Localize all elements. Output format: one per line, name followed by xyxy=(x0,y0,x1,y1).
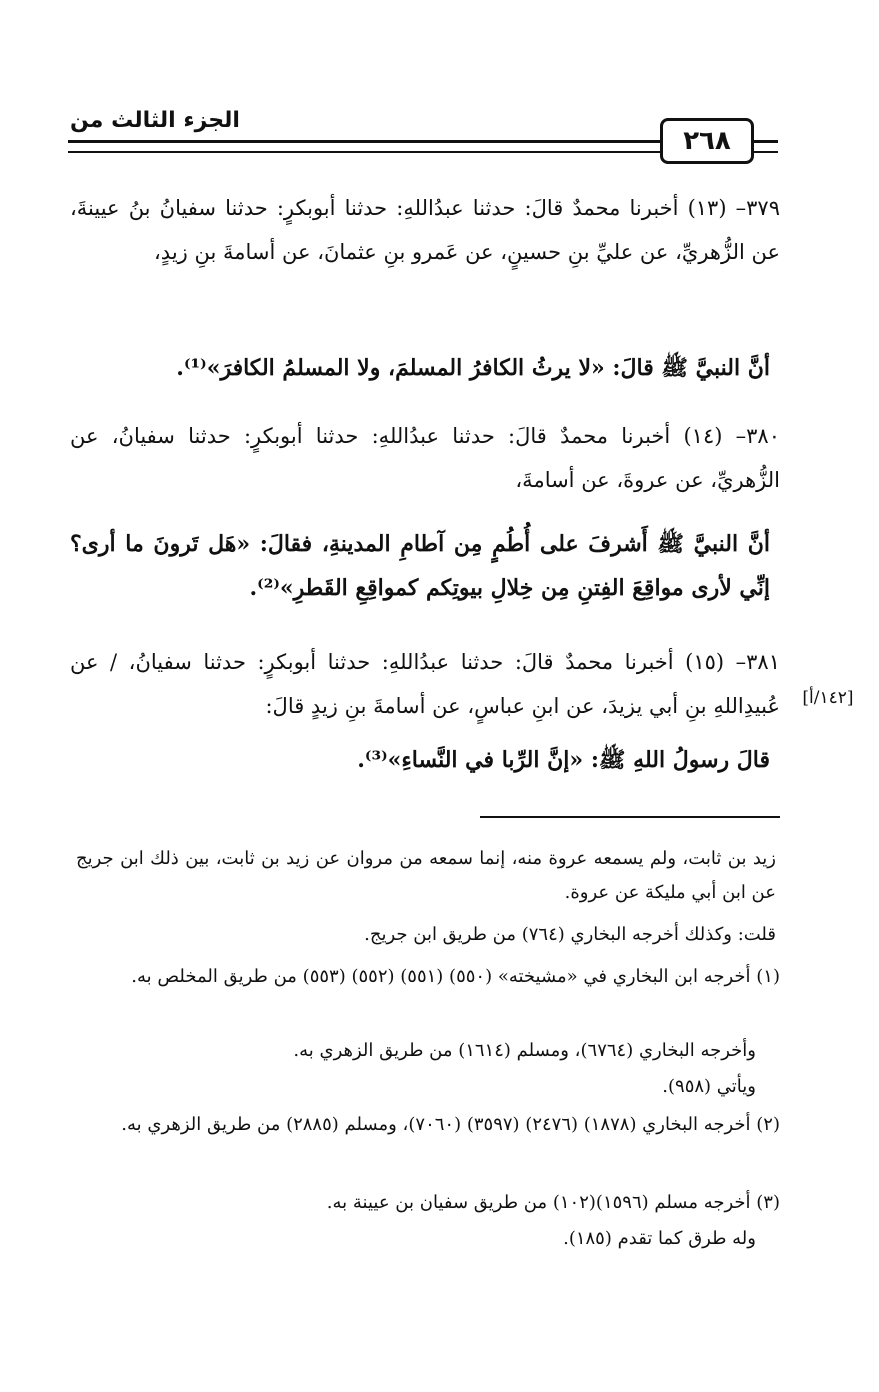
footnote-1-line-2: وأخرجه البخاري (٦٧٦٤)، ومسلم (١٦١٤) من طريق الزهري به. xyxy=(293,1040,756,1061)
hadith-381-isnad: ٣٨١– (١٥) أخبرنا محمدٌ قالَ: حدثنا عبدُاللهِ: حدثنا أبوبكرٍ: حدثنا سفيانُ، / عن عُبيدِاللهِ بنِ أبي يزيدَ، عن ابنِ عباسٍ، عن أسامةَ بنِ زيدٍ قالَ: xyxy=(70,650,780,718)
footnote-1: (١) أخرجه ابن البخاري في «مشيخته» (٥٥٠) (٥٥١) (٥٥٢) (٥٥٣) من طريق المخلص به. xyxy=(131,966,780,987)
footnote-separator xyxy=(480,816,780,818)
hadith-380-isnad: ٣٨٠– (١٤) أخبرنا محمدٌ قالَ: حدثنا عبدُاللهِ: حدثنا أبوبكرٍ: حدثنا سفيانُ، عن الزُّهريِّ، عن عروةَ، عن أسامةَ، xyxy=(70,424,780,492)
footnote-3: (٣) أخرجه مسلم (١٥٩٦)(١٠٢) من طريق سفيان بن عيينة به. xyxy=(326,1192,780,1213)
header-rule xyxy=(68,140,668,153)
footnote-continuation-2: قلت: وكذلك أخرجه البخاري (٧٦٤) من طريق ابن جريج. xyxy=(364,924,776,945)
hadith-379-isnad: ٣٧٩– (١٣) أخبرنا محمدٌ قالَ: حدثنا عبدُاللهِ: حدثنا أبوبكرٍ: حدثنا سفيانُ بنُ عيينةَ، عن الزُّهريِّ، عن عليِّ بنِ حسينٍ، عن عَمرو بنِ عثمانَ، عن أسامةَ بنِ زيدٍ، xyxy=(70,196,780,264)
hadith-381-matn: قالَ رسولُ اللهِ ﷺ: «إنَّ الرِّبا في النَّساءِ»⁽³⁾. xyxy=(357,747,770,773)
footnote-2: (٢) أخرجه البخاري (١٨٧٨) (٢٤٧٦) (٣٥٩٧) (٧٠٦٠)، ومسلم (٢٨٨٥) من طريق الزهري به. xyxy=(121,1114,780,1135)
footnote-continuation: زيد بن ثابت، ولم يسمعه عروة منه، إنما سمعه من مروان عن زيد بن ثابت، بين ذلك ابن جريج عن ابن أبي مليكة عن عروة. xyxy=(76,848,776,903)
page-number: ٢٦٨ xyxy=(660,118,754,164)
hadith-380-matn: أنَّ النبيَّ ﷺ أَشرفَ على أُطُمٍ مِن آطامِ المدينةِ، فقالَ: «هَل تَرونَ ما أرى؟ إنِّي لأرى مواقِعَ الفِتنِ مِن خِلالِ بيوتِكم كمواقِعِ القَطرِ»⁽²⁾. xyxy=(70,531,770,601)
manuscript-folio-reference: [١٤٢/أ] xyxy=(802,688,854,708)
running-title: الجزء الثالث من xyxy=(70,108,240,133)
footnote-3-line-2: وله طرق كما تقدم (١٨٥). xyxy=(563,1228,756,1249)
footnote-1-line-3: ويأتي (٩٥٨). xyxy=(662,1076,756,1097)
hadith-379-matn: أنَّ النبيَّ ﷺ قالَ: «لا يرثُ الكافرُ المسلمَ، ولا المسلمُ الكافرَ»⁽¹⁾. xyxy=(176,355,770,381)
